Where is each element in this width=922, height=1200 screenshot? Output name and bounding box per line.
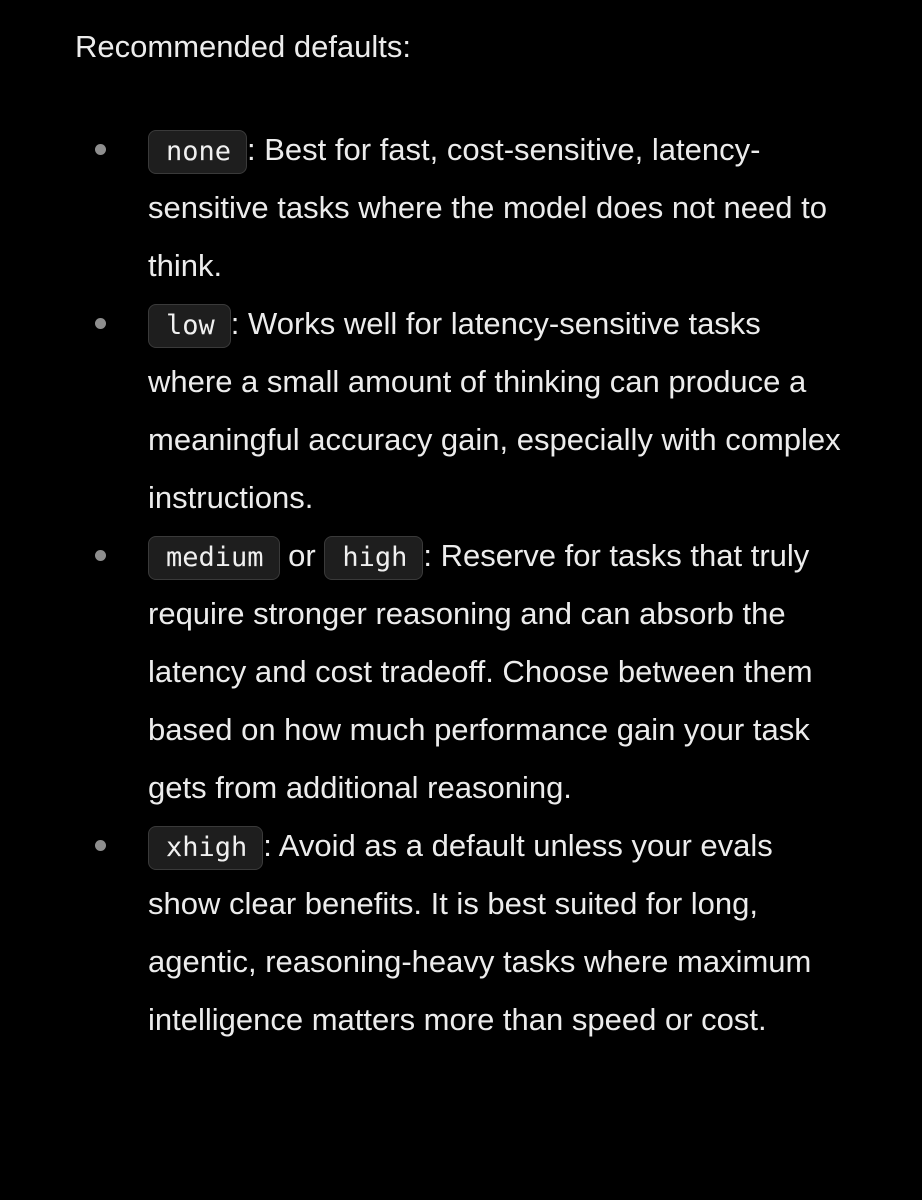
list-item-xhigh	[75, 817, 853, 1049]
connector-or: or	[279, 538, 325, 573]
item-low-text: : Works well for latency-sensitive tasks where a small amount of thinking can produce a meaningful accuracy gain, especially with complex instructions.	[148, 306, 841, 515]
bullet-icon	[95, 550, 106, 561]
bullet-icon	[95, 144, 106, 155]
code-medium: medium	[148, 536, 280, 580]
recommendations-list	[75, 121, 922, 1049]
bullet-icon	[95, 840, 106, 851]
code-low: low	[148, 304, 231, 348]
item-none-text: : Best for fast, cost-sensitive, latency-sensitive tasks where the model does not need to think.	[148, 132, 827, 283]
list-item-medium-high	[75, 527, 853, 817]
code-xhigh: xhigh	[148, 826, 263, 870]
list-item-none	[75, 121, 853, 295]
code-none: none	[148, 130, 247, 174]
section-heading: Recommended defaults:	[75, 29, 412, 64]
item-xhigh-text: : Avoid as a default unless your evals show clear benefits. It is best suited for long, agentic, reasoning-heavy tasks where maximum intelligence matters more than speed or cost.	[148, 828, 812, 1037]
list-item-low	[75, 295, 853, 527]
item-medium-high-text: : Reserve for tasks that truly require stronger reasoning and can absorb the latency and cost tradeoff. Choose between them based on how much performance gain your task gets from additional reasoning.	[148, 538, 813, 805]
code-high: high	[324, 536, 423, 580]
bullet-icon	[95, 318, 106, 329]
